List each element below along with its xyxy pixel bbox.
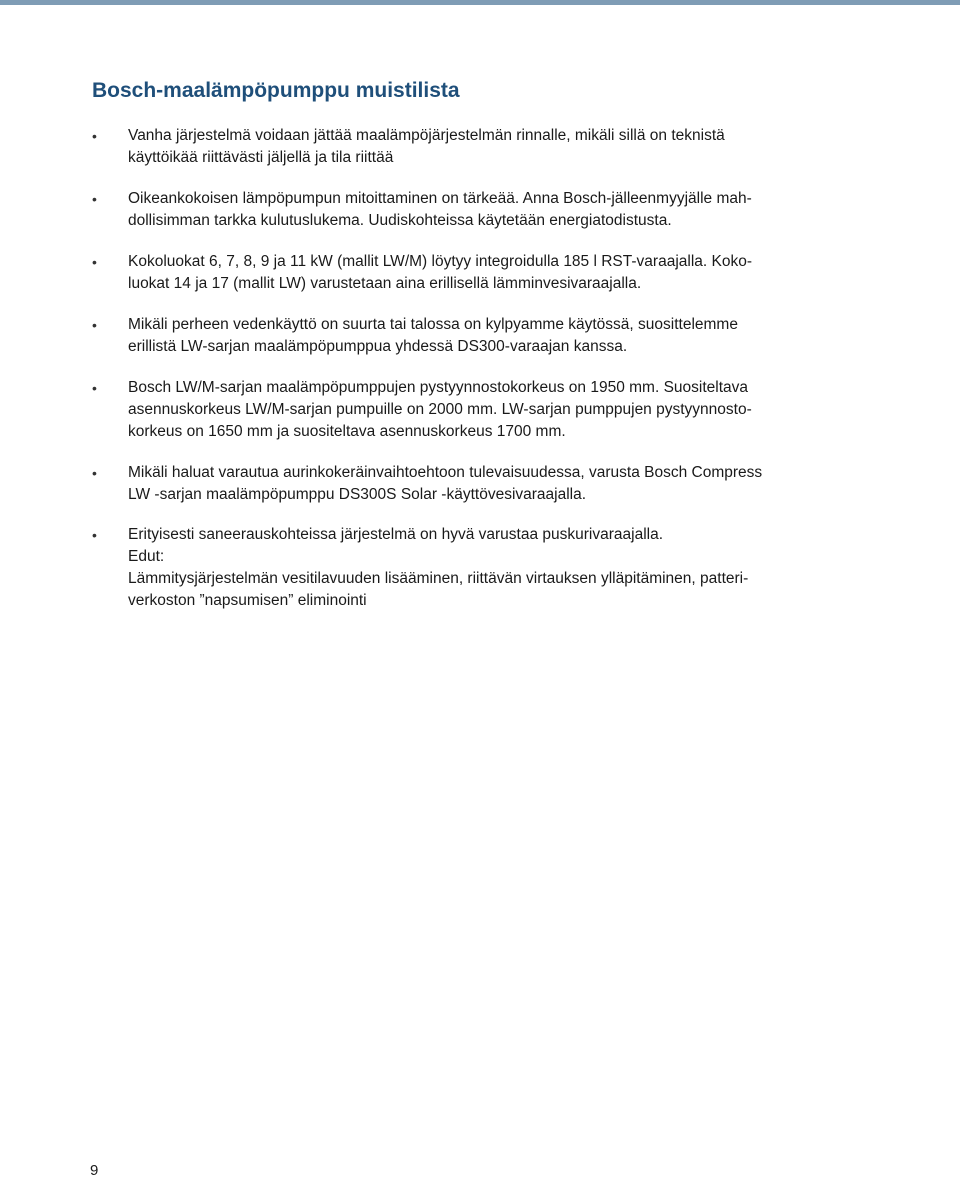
page-number: 9	[90, 1162, 99, 1179]
list-item-text	[128, 314, 848, 358]
list-item-line: Kokoluokat 6, 7, 8, 9 ja 11 kW (mallit LW/M) löytyy integroidulla 185 l RST-varaajalla. Koko-	[128, 253, 752, 270]
list-item-line: asennuskorkeus LW/M-sarjan pumpuille on 2000 mm. LW-sarjan pumppujen pystyynnosto-	[128, 401, 752, 418]
list-item-text	[128, 251, 848, 295]
list-item-line: Lämmitysjärjestelmän vesitilavuuden lisääminen, riittävän virtauksen ylläpitäminen, patteri-	[128, 570, 749, 587]
list-item-text	[128, 377, 848, 443]
list-item-line: Oikeankokoisen lämpöpumpun mitoittaminen on tärkeää. Anna Bosch-jälleenmyyjälle mah-	[128, 190, 752, 207]
list-item-line: dollisimman tarkka kulutuslukema. Uudiskohteissa käytetään energiatodistusta.	[128, 212, 672, 229]
list-item-line: Edut:	[128, 548, 165, 565]
top-accent-bar	[0, 0, 960, 5]
list-item-line: käyttöikää riittävästi jäljellä ja tila riittää	[128, 149, 394, 166]
list-item-line: Mikäli perheen vedenkäyttö on suurta tai talossa on kylpyamme käytössä, suosittelemme	[128, 316, 738, 333]
list-item-text	[128, 125, 848, 169]
bullet-icon: •	[92, 254, 97, 270]
list-item-text	[128, 188, 848, 232]
list-item-text	[128, 462, 848, 506]
bullet-icon: •	[92, 527, 97, 543]
list-item-line: Bosch LW/M-sarjan maalämpöpumppujen pystyynnostokorkeus on 1950 mm. Suositeltava	[128, 379, 749, 396]
list-item-line: Erityisesti saneerauskohteissa järjestelmä on hyvä varustaa puskurivaraajalla.	[128, 526, 664, 543]
bullet-icon: •	[92, 465, 97, 481]
bullet-icon: •	[92, 128, 97, 144]
bullet-icon: •	[92, 317, 97, 333]
list-item-line: Mikäli haluat varautua aurinkokeräinvaihtoehtoon tulevaisuudessa, varusta Bosch Compress	[128, 464, 763, 481]
list-item-line: korkeus on 1650 mm ja suositeltava asennuskorkeus 1700 mm.	[128, 423, 566, 440]
list-item-line: erillistä LW-sarjan maalämpöpumppua yhdessä DS300-varaajan kanssa.	[128, 338, 628, 355]
list-item-line: luokat 14 ja 17 (mallit LW) varustetaan aina erillisellä lämminvesivaraajalla.	[128, 275, 642, 292]
list-item-line: Vanha järjestelmä voidaan jättää maalämpöjärjestelmän rinnalle, mikäli sillä on teknistä	[128, 127, 725, 144]
page-title: Bosch-maalämpöpumppu muistilista	[92, 79, 460, 102]
list-item-line: LW -sarjan maalämpöpumppu DS300S Solar -käyttövesivaraajalla.	[128, 486, 587, 503]
list-item-line: verkoston ”napsumisen” eliminointi	[128, 592, 367, 609]
list-item-text	[128, 524, 848, 612]
bullet-icon: •	[92, 191, 97, 207]
bullet-icon: •	[92, 380, 97, 396]
